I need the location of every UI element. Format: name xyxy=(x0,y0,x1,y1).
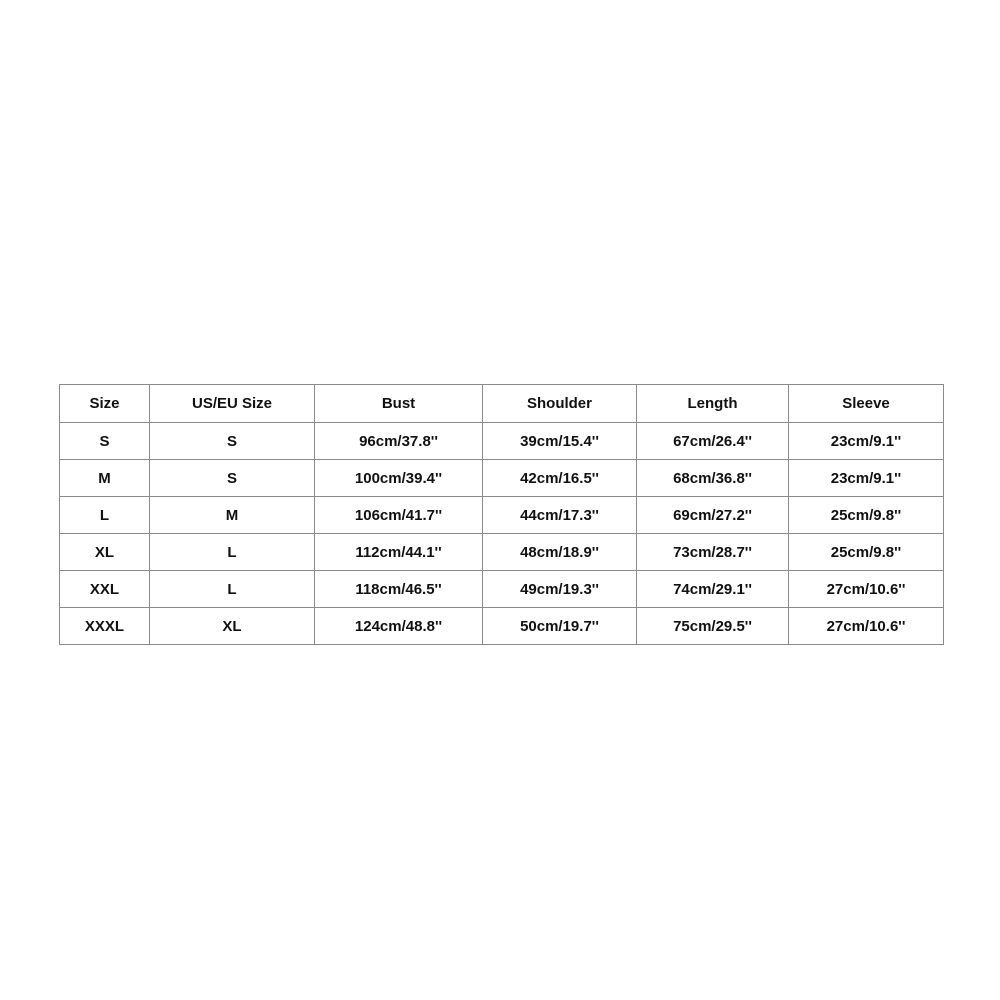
us-eu-size-cell: M xyxy=(150,497,315,534)
table-row xyxy=(60,460,944,497)
us-eu-size-cell: S xyxy=(150,423,315,460)
bust-cell: 96cm/37.8'' xyxy=(315,423,483,460)
sleeve-cell: 25cm/9.8'' xyxy=(789,497,944,534)
size-cell: XL xyxy=(60,534,150,571)
bust-cell: 106cm/41.7'' xyxy=(315,497,483,534)
length-cell: 75cm/29.5'' xyxy=(637,608,789,645)
header-length: Length xyxy=(637,385,789,423)
size-chart-table xyxy=(59,384,944,645)
header-bust: Bust xyxy=(315,385,483,423)
size-chart-header xyxy=(60,385,944,423)
length-cell: 67cm/26.4'' xyxy=(637,423,789,460)
sleeve-cell: 27cm/10.6'' xyxy=(789,571,944,608)
shoulder-cell: 49cm/19.3'' xyxy=(483,571,637,608)
shoulder-cell: 42cm/16.5'' xyxy=(483,460,637,497)
shoulder-cell: 50cm/19.7'' xyxy=(483,608,637,645)
size-cell: L xyxy=(60,497,150,534)
size-cell: XXXL xyxy=(60,608,150,645)
us-eu-size-cell: L xyxy=(150,534,315,571)
length-cell: 68cm/36.8'' xyxy=(637,460,789,497)
table-row xyxy=(60,423,944,460)
sleeve-cell: 23cm/9.1'' xyxy=(789,423,944,460)
us-eu-size-cell: XL xyxy=(150,608,315,645)
table-row xyxy=(60,497,944,534)
length-cell: 69cm/27.2'' xyxy=(637,497,789,534)
header-size: Size xyxy=(60,385,150,423)
bust-cell: 112cm/44.1'' xyxy=(315,534,483,571)
shoulder-cell: 44cm/17.3'' xyxy=(483,497,637,534)
table-row xyxy=(60,571,944,608)
bust-cell: 124cm/48.8'' xyxy=(315,608,483,645)
header-row xyxy=(60,385,944,423)
size-cell: M xyxy=(60,460,150,497)
size-cell: XXL xyxy=(60,571,150,608)
sleeve-cell: 23cm/9.1'' xyxy=(789,460,944,497)
table-row xyxy=(60,608,944,645)
table-row xyxy=(60,534,944,571)
size-cell: S xyxy=(60,423,150,460)
sleeve-cell: 25cm/9.8'' xyxy=(789,534,944,571)
us-eu-size-cell: L xyxy=(150,571,315,608)
us-eu-size-cell: S xyxy=(150,460,315,497)
bust-cell: 118cm/46.5'' xyxy=(315,571,483,608)
length-cell: 73cm/28.7'' xyxy=(637,534,789,571)
header-us-eu-size: US/EU Size xyxy=(150,385,315,423)
shoulder-cell: 39cm/15.4'' xyxy=(483,423,637,460)
header-shoulder: Shoulder xyxy=(483,385,637,423)
header-sleeve: Sleeve xyxy=(789,385,944,423)
length-cell: 74cm/29.1'' xyxy=(637,571,789,608)
shoulder-cell: 48cm/18.9'' xyxy=(483,534,637,571)
size-chart-body xyxy=(60,423,944,645)
bust-cell: 100cm/39.4'' xyxy=(315,460,483,497)
sleeve-cell: 27cm/10.6'' xyxy=(789,608,944,645)
